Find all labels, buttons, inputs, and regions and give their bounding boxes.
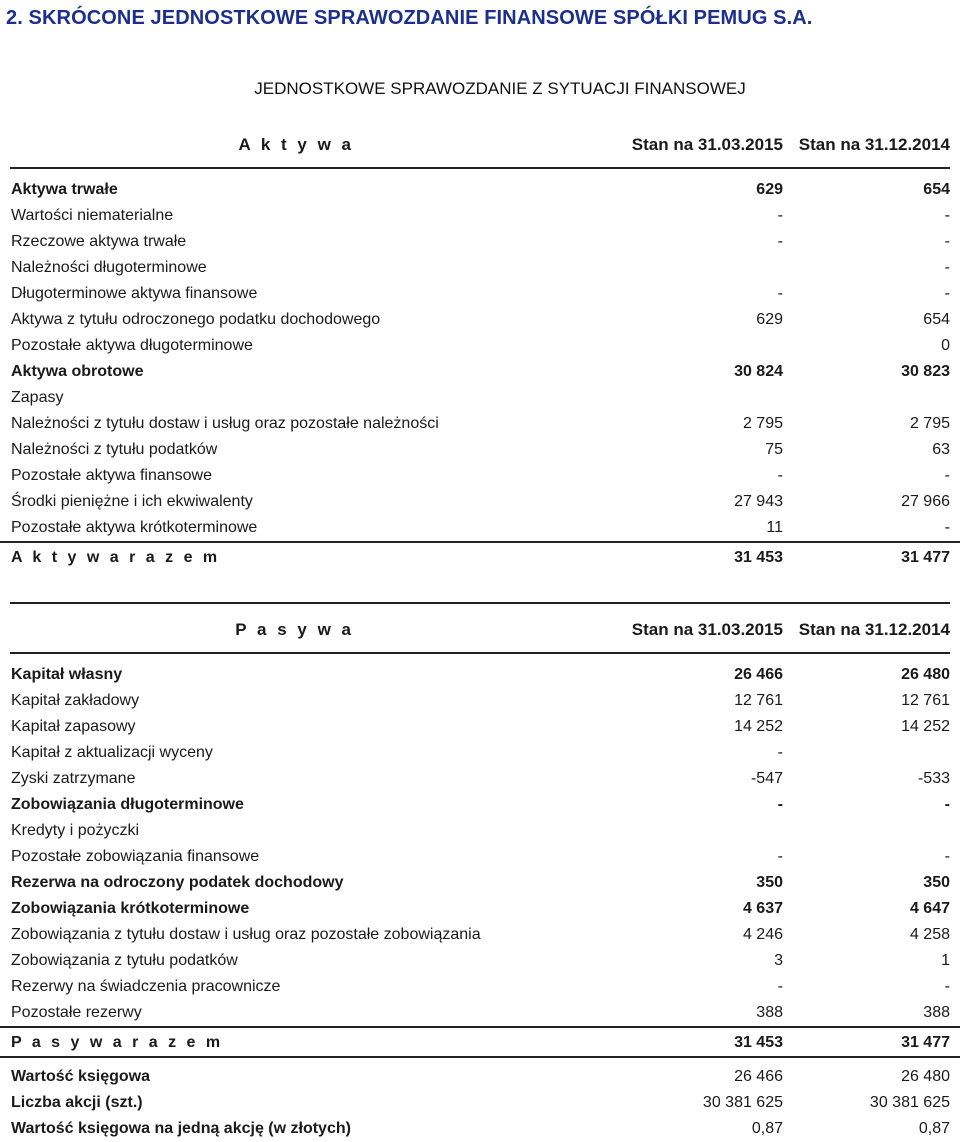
assets-total-row xyxy=(0,541,960,571)
table-row xyxy=(0,437,960,463)
row-label: Środki pieniężne i ich ekwiwalenty xyxy=(11,493,253,510)
row-value-2014: - xyxy=(944,978,950,995)
row-value-2014: 350 xyxy=(923,874,950,891)
liabilities-col1-header: Stan na 31.03.2015 xyxy=(631,620,783,639)
row-value-2015: 11 xyxy=(766,519,783,536)
row-value-2014: 12 761 xyxy=(901,692,950,709)
row-value-2014: 26 480 xyxy=(901,666,950,683)
table-row xyxy=(0,359,960,385)
row-label: Kapitał z aktualizacji wyceny xyxy=(11,744,213,761)
table-row xyxy=(0,307,960,333)
assets-header-rule xyxy=(10,167,950,169)
table-row xyxy=(0,1064,960,1090)
row-label: Zobowiązania z tytułu dostaw i usług oraz pozostałe zobowiązania xyxy=(11,926,481,943)
row-value-2014: 4 258 xyxy=(909,926,950,943)
row-value-2014: 4 647 xyxy=(909,900,950,917)
row-value-2015: 30 824 xyxy=(734,363,783,380)
row-value-2015: 2 795 xyxy=(742,415,783,432)
liabilities-header-label: P a s y w a xyxy=(235,620,354,639)
row-value-2014: - xyxy=(944,207,950,224)
row-value-2015: - xyxy=(777,744,783,761)
row-label: Aktywa trwałe xyxy=(11,181,118,198)
table-row xyxy=(0,1090,960,1116)
assets-bottom-rule xyxy=(10,602,950,604)
row-value-2015: - xyxy=(777,285,783,302)
row-value-2014: 27 966 xyxy=(901,493,950,510)
row-label: Pozostałe aktywa finansowe xyxy=(11,467,212,484)
table-row xyxy=(0,792,960,818)
row-value-2015: 388 xyxy=(756,1004,783,1021)
row-label: Zyski zatrzymane xyxy=(11,770,136,787)
row-value-2014: - xyxy=(944,848,950,865)
row-value-2015: - xyxy=(777,233,783,250)
row-value-2014: - xyxy=(944,467,950,484)
row-label: A k t y w a r a z e m xyxy=(11,549,221,566)
row-value-2015: -547 xyxy=(750,770,783,787)
row-label: Rzeczowe aktywa trwałe xyxy=(11,233,187,250)
table-row xyxy=(0,281,960,307)
row-value-2015: - xyxy=(777,467,783,484)
row-value-2015: 4 637 xyxy=(742,900,783,917)
row-label: Zobowiązania długoterminowe xyxy=(11,796,244,813)
assets-col1-header: Stan na 31.03.2015 xyxy=(631,135,783,154)
row-label: Kredyty i pożyczki xyxy=(11,822,140,839)
report-heading: 2. SKRÓCONE JEDNOSTKOWE SPRAWOZDANIE FINANSOWE SPÓŁKI PEMUG S.A. xyxy=(6,7,813,29)
row-value-2014: 63 xyxy=(932,441,950,458)
row-value-2015: - xyxy=(777,978,783,995)
table-row xyxy=(0,688,960,714)
table-row xyxy=(0,203,960,229)
row-label: Wartości niematerialne xyxy=(11,207,174,224)
row-label: Zobowiązania z tytułu podatków xyxy=(11,952,238,969)
table-row xyxy=(0,1116,960,1142)
row-value-2015: 4 246 xyxy=(742,926,783,943)
table-row xyxy=(0,740,960,766)
assets-header-label: A k t y w a xyxy=(238,135,354,154)
row-value-2015: 31 453 xyxy=(734,1034,783,1051)
row-value-2015: 629 xyxy=(756,181,783,198)
summary-table xyxy=(0,1064,960,1142)
row-label: Należności długoterminowe xyxy=(11,259,207,276)
row-value-2015: 629 xyxy=(756,311,783,328)
table-row xyxy=(0,844,960,870)
row-value-2015: 26 466 xyxy=(734,1068,783,1085)
table-row xyxy=(0,411,960,437)
assets-col2-header: Stan na 31.12.2014 xyxy=(798,135,950,154)
table-row xyxy=(0,463,960,489)
row-label: Pozostałe aktywa krótkoterminowe xyxy=(11,519,258,536)
row-value-2014: -533 xyxy=(917,770,950,787)
table-row xyxy=(0,974,960,1000)
table-row xyxy=(0,948,960,974)
row-value-2014: 31 477 xyxy=(901,1034,950,1051)
row-value-2014: 1 xyxy=(941,952,950,969)
row-label: Zobowiązania krótkoterminowe xyxy=(11,900,250,917)
row-value-2014: 0 xyxy=(941,337,950,354)
table-row xyxy=(0,489,960,515)
row-value-2014: 2 795 xyxy=(909,415,950,432)
table-row xyxy=(0,870,960,896)
row-value-2015: 75 xyxy=(765,441,783,458)
row-value-2015: - xyxy=(777,207,783,224)
row-label: Wartość księgowa xyxy=(11,1068,151,1085)
row-value-2014: 654 xyxy=(923,311,950,328)
row-label: Należności z tytułu dostaw i usług oraz pozostałe należności xyxy=(11,415,439,432)
row-value-2015: 30 381 625 xyxy=(702,1094,783,1111)
table-row xyxy=(0,922,960,948)
row-label: P a s y w a r a z e m xyxy=(11,1034,224,1051)
row-label: Pozostałe zobowiązania finansowe xyxy=(11,848,260,865)
row-value-2014: 26 480 xyxy=(901,1068,950,1085)
row-label: Zapasy xyxy=(11,389,64,406)
row-value-2014: - xyxy=(944,519,950,536)
row-label: Długoterminowe aktywa finansowe xyxy=(11,285,258,302)
liabilities-col2-header: Stan na 31.12.2014 xyxy=(798,620,950,639)
row-value-2015: 26 466 xyxy=(734,666,783,683)
row-value-2014: 30 823 xyxy=(901,363,950,380)
row-value-2014: 0,87 xyxy=(918,1120,950,1137)
table-row xyxy=(0,229,960,255)
table-row xyxy=(0,1000,960,1026)
row-label: Rezerwy na świadczenia pracownicze xyxy=(11,978,281,995)
row-value-2015: 350 xyxy=(756,874,783,891)
assets-table xyxy=(0,177,960,571)
row-label: Pozostałe rezerwy xyxy=(11,1004,142,1021)
liabilities-header xyxy=(0,620,960,646)
statement-title: JEDNOSTKOWE SPRAWOZDANIE Z SYTUACJI FINANSOWEJ xyxy=(254,79,746,98)
row-label: Wartość księgowa na jedną akcję (w złotych) xyxy=(11,1120,351,1137)
table-row xyxy=(0,177,960,203)
row-label: Rezerwa na odroczony podatek dochodowy xyxy=(11,874,344,891)
liabilities-header-rule xyxy=(10,652,950,654)
row-label: Aktywa obrotowe xyxy=(11,363,144,380)
table-row xyxy=(0,385,960,411)
row-value-2015: 3 xyxy=(774,952,783,969)
row-value-2015: 0,87 xyxy=(751,1120,783,1137)
row-label: Aktywa z tytułu odroczonego podatku dochodowego xyxy=(11,311,381,328)
table-row xyxy=(0,896,960,922)
liabilities-table xyxy=(0,662,960,1058)
row-value-2015: - xyxy=(777,848,783,865)
row-value-2014: - xyxy=(944,796,950,813)
table-row xyxy=(0,818,960,844)
assets-header xyxy=(0,135,960,161)
row-value-2014: - xyxy=(944,259,950,276)
table-row xyxy=(0,515,960,541)
row-label: Kapitał zakładowy xyxy=(11,692,140,709)
row-value-2014: 31 477 xyxy=(901,549,950,566)
row-label: Należności z tytułu podatków xyxy=(11,441,218,458)
row-label: Kapitał zapasowy xyxy=(11,718,136,735)
liabilities-total-row xyxy=(0,1026,960,1058)
row-label: Kapitał własny xyxy=(11,666,123,683)
row-value-2015: 12 761 xyxy=(734,692,783,709)
table-row xyxy=(0,766,960,792)
table-row xyxy=(0,662,960,688)
table-row xyxy=(0,714,960,740)
row-value-2014: 388 xyxy=(923,1004,950,1021)
row-value-2014: 14 252 xyxy=(901,718,950,735)
row-value-2015: 27 943 xyxy=(734,493,783,510)
row-value-2014: - xyxy=(944,285,950,302)
table-row xyxy=(0,333,960,359)
row-value-2014: 654 xyxy=(923,181,950,198)
table-row xyxy=(0,255,960,281)
row-label: Liczba akcji (szt.) xyxy=(11,1094,143,1111)
row-value-2014: - xyxy=(944,233,950,250)
row-label: Pozostałe aktywa długoterminowe xyxy=(11,337,253,354)
row-value-2015: 14 252 xyxy=(734,718,783,735)
row-value-2014: 30 381 625 xyxy=(869,1094,950,1111)
row-value-2015: 31 453 xyxy=(734,549,783,566)
row-value-2015: - xyxy=(777,796,783,813)
